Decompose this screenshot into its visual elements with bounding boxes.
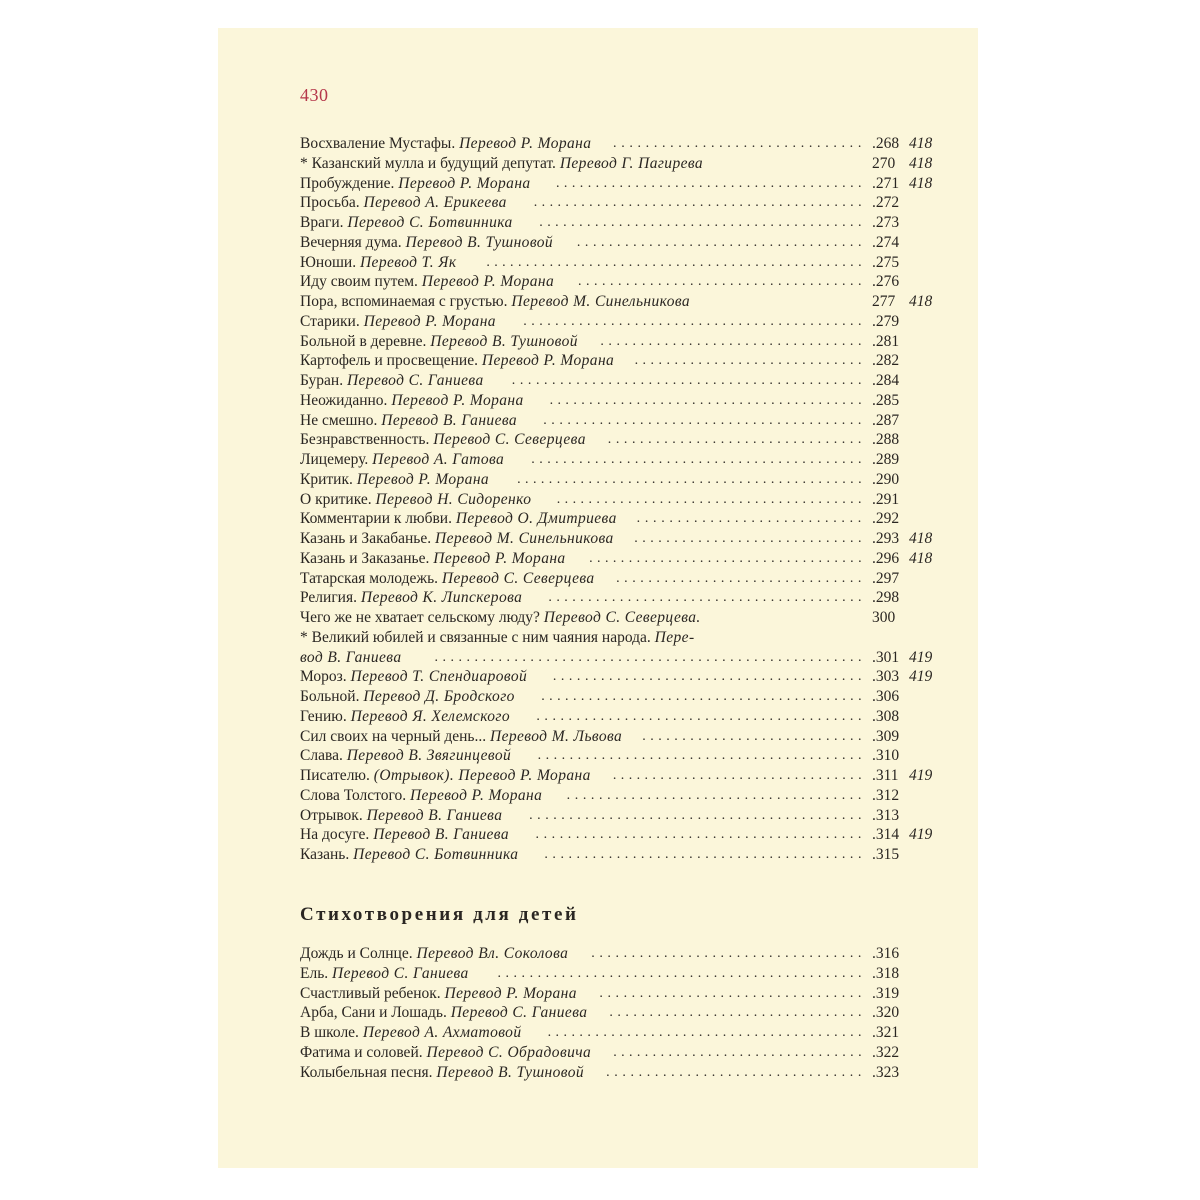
toc-entry-page: .276 bbox=[872, 273, 900, 291]
toc-entry-text bbox=[300, 213, 513, 233]
toc-entry-page: .290 bbox=[872, 470, 900, 488]
toc-entry-leader: ............................ bbox=[642, 728, 866, 744]
toc-entry-page: .285 bbox=[872, 391, 900, 409]
toc-entry-translator: Перевод Р. Морана bbox=[363, 312, 496, 330]
toc-entry-note-page: 418 bbox=[909, 293, 933, 310]
toc-entry-title: Татарская молодежь. bbox=[300, 569, 442, 587]
toc-entry-title: На досуге. bbox=[300, 826, 374, 844]
book-page bbox=[218, 28, 978, 1168]
toc-entry-leader: ................................ bbox=[609, 1005, 866, 1021]
toc-entry-page: .281 bbox=[872, 332, 900, 350]
toc-entry bbox=[300, 351, 940, 371]
toc-entry-text bbox=[300, 569, 595, 589]
toc-entry-note-page: 418 bbox=[909, 154, 933, 172]
toc-entry-leader: ........................................ bbox=[548, 590, 866, 606]
toc-entry bbox=[300, 806, 940, 826]
toc-entry-page: .279 bbox=[872, 312, 900, 330]
toc-entry-note-page: 419 bbox=[909, 668, 933, 686]
toc-entry-page: .272 bbox=[872, 194, 900, 212]
toc-entry-leader: ............................. bbox=[634, 353, 866, 369]
toc-entry bbox=[300, 213, 940, 233]
toc-entry bbox=[300, 134, 940, 154]
toc-entry bbox=[300, 272, 940, 292]
toc-entry bbox=[300, 746, 940, 766]
toc-entry-text bbox=[300, 391, 524, 411]
toc-entry-leader: .......................................... bbox=[529, 807, 866, 823]
toc-entry bbox=[300, 944, 940, 964]
toc-entry-text bbox=[300, 628, 695, 648]
toc-entry-title: Дождь и Солнце. bbox=[300, 945, 417, 962]
toc-entry-translator: Перевод Вл. Соколова bbox=[416, 945, 569, 962]
toc-entry bbox=[300, 490, 940, 510]
toc-entry-page: .293 bbox=[872, 530, 900, 547]
toc-entry-translator: Перевод С. Северцева. bbox=[543, 609, 701, 626]
toc-entry-page: .311 bbox=[872, 767, 899, 784]
toc-entry-title: Картофель и просвещение. bbox=[300, 352, 482, 370]
toc-entry-title: Безнравственность. bbox=[300, 431, 434, 449]
toc-entry bbox=[300, 1003, 940, 1023]
toc-entry-leader: ........................................... bbox=[523, 313, 866, 329]
toc-entry-translator: Перевод О. Дмитриева bbox=[455, 510, 617, 528]
toc-entry-page: .318 bbox=[872, 964, 900, 982]
toc-entry bbox=[300, 687, 940, 707]
toc-entry bbox=[300, 648, 940, 668]
toc-entry-title: Враги. bbox=[300, 214, 348, 231]
toc-entry-note-page: 419 bbox=[909, 767, 933, 784]
toc-entry-leader: ......................................... bbox=[541, 689, 866, 704]
toc-entry bbox=[300, 984, 940, 1004]
toc-entry-leader: ............................ bbox=[636, 511, 866, 527]
toc-entry-text bbox=[300, 964, 469, 984]
toc-entry-text bbox=[300, 588, 522, 608]
toc-entry bbox=[300, 450, 940, 470]
toc-entry-leader: ......................................... bbox=[536, 708, 866, 724]
toc-entry-text bbox=[300, 134, 591, 154]
toc-entry bbox=[300, 964, 940, 984]
toc-entry bbox=[300, 766, 940, 786]
toc-entry-page: .284 bbox=[872, 372, 900, 389]
toc-entry-translator: Перевод Р. Морана bbox=[398, 174, 531, 192]
toc-entry-title: Не смешно. bbox=[300, 411, 382, 429]
toc-list-main bbox=[300, 134, 940, 865]
toc-entry-title: Комментарии к любви. bbox=[300, 510, 456, 528]
toc-entry-translator: Перевод Д. Бродского bbox=[363, 688, 515, 705]
toc-entry-text bbox=[300, 707, 510, 727]
toc-entry-note-page: 419 bbox=[909, 648, 933, 666]
toc-entry-translator: вод В. Ганиева bbox=[300, 648, 402, 666]
toc-entry-page: .292 bbox=[872, 510, 900, 528]
toc-entry-text bbox=[300, 786, 542, 806]
toc-entry-title: Отрывок. bbox=[300, 806, 367, 824]
toc-entry-page: .268 bbox=[872, 135, 900, 152]
toc-entry-page: .273 bbox=[872, 214, 900, 231]
toc-entry bbox=[300, 391, 940, 411]
toc-entry-title: Казань и Закабанье. bbox=[300, 530, 436, 547]
toc-entry bbox=[300, 588, 940, 608]
toc-entry-text bbox=[300, 766, 591, 786]
toc-entry-translator: Перевод Г. Пагирева bbox=[559, 154, 704, 172]
toc-entry-translator: Перевод Р. Морана bbox=[356, 470, 490, 488]
toc-entry bbox=[300, 628, 940, 648]
toc-entry-text bbox=[300, 825, 509, 845]
toc-entry-leader: .................................. bbox=[591, 946, 866, 961]
toc-entry-leader: .................................... bbox=[576, 234, 866, 250]
toc-entry-title: Юноши. bbox=[300, 253, 360, 271]
toc-entry-page: .314 bbox=[872, 826, 900, 844]
toc-entry-page: .308 bbox=[872, 707, 900, 725]
toc-entry bbox=[300, 154, 940, 174]
toc-entry-note-page: 418 bbox=[909, 135, 933, 152]
toc-entry-page: .310 bbox=[872, 747, 900, 765]
toc-entry-leader: ................................................ bbox=[486, 254, 866, 270]
toc-entry-page: .319 bbox=[872, 984, 900, 1002]
toc-entry-translator: Перевод В. Ганиева bbox=[381, 411, 518, 429]
toc-entry-leader: ....................................... bbox=[555, 175, 866, 191]
toc-entry-text bbox=[300, 312, 496, 332]
toc-entry-text bbox=[300, 687, 515, 707]
toc-entry-leader: .................................... bbox=[578, 274, 866, 290]
toc-entry-translator: Пере- bbox=[654, 628, 695, 646]
toc-entry bbox=[300, 233, 940, 253]
toc-entry-page: .275 bbox=[872, 253, 900, 271]
toc-entry-page: .316 bbox=[872, 945, 900, 962]
section-heading: Стихотворения для детей bbox=[300, 904, 579, 925]
toc-entry-page: .309 bbox=[872, 727, 900, 745]
toc-entry-page: 300 bbox=[872, 609, 896, 626]
toc-entry bbox=[300, 845, 940, 865]
toc-entry-translator: Перевод К. Липскерова bbox=[360, 589, 523, 607]
toc-entry bbox=[300, 569, 940, 589]
toc-entry-text bbox=[300, 746, 511, 766]
toc-entry-text bbox=[300, 1063, 584, 1083]
toc-entry-title: Больной в деревне. bbox=[300, 332, 431, 350]
toc-entry bbox=[300, 608, 940, 628]
toc-entry bbox=[300, 332, 940, 352]
toc-entry-leader: ............................... bbox=[616, 570, 866, 586]
toc-entry bbox=[300, 1063, 940, 1083]
toc-entry-text bbox=[300, 490, 531, 510]
toc-entry-page: .313 bbox=[872, 806, 900, 824]
toc-entry-title: Просьба. bbox=[300, 194, 364, 212]
toc-entry bbox=[300, 1043, 940, 1063]
toc-entry-page: .322 bbox=[872, 1043, 900, 1061]
toc-entry-translator: Перевод Р. Морана bbox=[409, 786, 543, 804]
toc-entry-text bbox=[300, 845, 518, 865]
toc-entry-leader: ........................................ bbox=[547, 1025, 866, 1040]
toc-entry-page: .306 bbox=[872, 688, 900, 705]
toc-entry bbox=[300, 174, 940, 194]
toc-entry-leader: ........................................ bbox=[549, 392, 866, 408]
toc-entry-text bbox=[300, 450, 504, 470]
toc-entry-leader: ......................................... bbox=[539, 215, 866, 230]
toc-entry-title: Арба, Сани и Лошадь. bbox=[300, 1004, 451, 1022]
toc-entry-leader: ........................................ bbox=[544, 847, 866, 862]
toc-entry-translator: Перевод Р. Морана bbox=[391, 391, 524, 409]
toc-entry-translator: Перевод С. Ботвинника bbox=[353, 846, 519, 863]
toc-entry-title: Иду своим путем. bbox=[300, 273, 422, 291]
toc-entry bbox=[300, 470, 940, 490]
toc-entry-title: В школе. bbox=[300, 1024, 363, 1041]
toc-entry-translator: Перевод Р. Морана bbox=[444, 984, 577, 1002]
toc-entry-leader: .......................................... bbox=[533, 195, 866, 211]
toc-entry bbox=[300, 707, 940, 727]
toc-entry-leader: ................................. bbox=[599, 985, 866, 1001]
toc-entry-translator: Перевод В. Тушновой bbox=[405, 233, 554, 251]
toc-entry-title: Великий юбилей и связанные с ним чаяния народа. bbox=[311, 628, 655, 646]
toc-entry bbox=[300, 253, 940, 273]
toc-entry-translator: Перевод В. Звягинцевой bbox=[346, 747, 512, 765]
toc-entry-leader: ....................................... bbox=[556, 491, 866, 507]
toc-entry-translator: Перевод М. Львова bbox=[490, 727, 623, 745]
toc-entry-page: .288 bbox=[872, 431, 900, 449]
toc-entry-title: Ель. bbox=[300, 964, 333, 982]
toc-entry-text bbox=[300, 1003, 587, 1023]
toc-entry-page: .298 bbox=[872, 589, 900, 607]
toc-entry-title: Чего же не хватает сельскому люду? bbox=[300, 609, 544, 626]
toc-entry-translator: Перевод Я. Хелемского bbox=[350, 707, 510, 725]
toc-entry-title: Буран. bbox=[300, 372, 347, 389]
toc-entry-text bbox=[300, 154, 703, 174]
toc-entry-page: .312 bbox=[872, 786, 900, 804]
toc-entry-text bbox=[300, 272, 554, 292]
toc-entry-text bbox=[300, 608, 701, 628]
toc-entry bbox=[300, 549, 940, 569]
toc-entry-leader: ................................ bbox=[612, 768, 866, 783]
toc-entry-leader: ......................................... bbox=[537, 748, 866, 764]
toc-entry-translator: Перевод Т. Як bbox=[359, 253, 457, 271]
toc-entry-translator: Перевод В. Тушновой bbox=[430, 332, 578, 350]
toc-entry-title: Больной. bbox=[300, 688, 364, 705]
toc-entry-translator: Перевод В. Ганиева bbox=[366, 806, 503, 824]
toc-entry-page: .315 bbox=[872, 846, 900, 863]
toc-entry-translator: Перевод Р. Морана bbox=[421, 273, 555, 291]
toc-entry-title: Пробуждение. bbox=[300, 174, 399, 192]
toc-entry-title: Неожиданно. bbox=[300, 391, 392, 409]
toc-entry bbox=[300, 1023, 940, 1043]
toc-entry-translator: Перевод М. Синельникова bbox=[511, 293, 691, 310]
toc-entry-text bbox=[300, 174, 531, 194]
toc-entry-page: .274 bbox=[872, 233, 900, 251]
toc-entry-text bbox=[300, 332, 578, 352]
toc-entry-leader: ................................ bbox=[606, 1064, 866, 1080]
toc-entry-leader: ............................................ bbox=[511, 373, 866, 388]
toc-entry-text bbox=[300, 648, 401, 668]
toc-entry-text bbox=[300, 1023, 521, 1043]
toc-entry-title: Казань. bbox=[300, 846, 354, 863]
toc-entry-title: Религия. bbox=[300, 589, 361, 607]
toc-entry-title: Казанский мулла и будущий депутат. bbox=[311, 154, 560, 172]
toc-entry-note-page: 418 bbox=[909, 174, 933, 192]
toc-entry-title: Вечерняя дума. bbox=[300, 233, 406, 251]
toc-entry-text bbox=[300, 529, 614, 549]
toc-entry-title: Мороз. bbox=[300, 668, 351, 686]
toc-entry-text bbox=[300, 806, 502, 826]
toc-entry bbox=[300, 786, 940, 806]
page-number: 430 bbox=[300, 85, 329, 105]
toc-entry-text bbox=[300, 430, 586, 450]
toc-entry-note-page: 419 bbox=[909, 826, 933, 844]
toc-entry-title: Сил своих на черный день... bbox=[300, 727, 490, 745]
toc-entry-leader: ................................. bbox=[600, 333, 866, 349]
toc-entry-translator: Перевод Р. Морана bbox=[433, 549, 566, 567]
toc-entry-translator: Перевод В. Тушновой bbox=[436, 1063, 585, 1081]
toc-entry-title: Критик. bbox=[300, 470, 357, 488]
toc-entry-page: .296 bbox=[872, 549, 900, 567]
toc-entry-title: Лицемеру. bbox=[300, 451, 373, 468]
toc-entry-translator: Перевод М. Синельникова bbox=[435, 530, 614, 547]
toc-entry-leader: ....................................... bbox=[552, 669, 866, 685]
toc-entry-title: Восхваление Мустафы. bbox=[300, 135, 460, 152]
toc-entry-translator: Перевод С. Ганиева bbox=[332, 964, 469, 982]
toc-entry-translator: Перевод Р. Морана bbox=[481, 352, 615, 370]
toc-entry-title: Слава. bbox=[300, 747, 347, 765]
toc-entry-page: .303 bbox=[872, 668, 900, 686]
toc-entry-leader: .......................................... bbox=[531, 452, 866, 467]
toc-entry-title: Гению. bbox=[300, 707, 351, 725]
toc-entry-leader: ......................................... bbox=[535, 827, 866, 843]
toc-entry bbox=[300, 193, 940, 213]
toc-entry-page: .297 bbox=[872, 569, 900, 587]
toc-entry-title: Писателю. bbox=[300, 767, 374, 784]
toc-entry-page: .282 bbox=[872, 352, 900, 370]
toc-entry bbox=[300, 430, 940, 450]
toc-entry-translator: Перевод С. Ботвинника bbox=[347, 214, 513, 231]
toc-entry-leader: ............................................ bbox=[517, 471, 866, 487]
toc-entry-note-page: 418 bbox=[909, 549, 933, 567]
toc-entry-leader: ................................ bbox=[607, 432, 866, 448]
toc-entry-page: .301 bbox=[872, 648, 900, 666]
toc-entry-text bbox=[300, 253, 457, 273]
toc-entry-page: 270 bbox=[872, 154, 896, 172]
toc-entry-text bbox=[300, 667, 527, 687]
toc-entry-title: Колыбельная песня. bbox=[300, 1063, 437, 1081]
toc-entry-page: .323 bbox=[872, 1063, 900, 1081]
toc-entry bbox=[300, 667, 940, 687]
toc-entry-page: 277 bbox=[872, 293, 896, 310]
toc-entry-title: Казань и Заказанье. bbox=[300, 549, 434, 567]
toc-entry-leader: ..................................... bbox=[566, 787, 866, 803]
toc-entry-leader: ............................. bbox=[634, 531, 866, 546]
toc-entry-translator: Перевод А. Ерикеева bbox=[363, 194, 507, 212]
toc-entry bbox=[300, 529, 940, 549]
toc-entry-text bbox=[300, 351, 614, 371]
toc-entry-translator: Перевод А. Ахматовой bbox=[362, 1024, 522, 1041]
toc-entry-text bbox=[300, 470, 489, 490]
toc-entry-title: Слова Толстого. bbox=[300, 786, 410, 804]
toc-entry-translator: Перевод С. Обрадовича bbox=[426, 1043, 592, 1061]
toc-entry-title: Пора, вспоминаемая с грустью. bbox=[300, 293, 512, 310]
toc-entry-text bbox=[300, 944, 568, 964]
toc-entry-text bbox=[300, 509, 617, 529]
toc-entry-title: Фатима и соловей. bbox=[300, 1043, 427, 1061]
toc-entry-text bbox=[300, 1043, 591, 1063]
toc-entry-leader: .............................................. bbox=[497, 965, 866, 981]
toc-entry-marker: * bbox=[300, 628, 312, 646]
toc-entry-page: .287 bbox=[872, 411, 900, 429]
toc-entry-page: .321 bbox=[872, 1024, 900, 1041]
toc-entry-leader: ........................................ bbox=[543, 412, 866, 428]
toc-entry bbox=[300, 411, 940, 431]
toc-entry bbox=[300, 825, 940, 845]
toc-entry-title: Счастливый ребенок. bbox=[300, 984, 445, 1002]
toc-entry-marker: * bbox=[300, 154, 312, 172]
toc-entry-page: .291 bbox=[872, 490, 900, 508]
toc-entry-leader: ................................... bbox=[589, 550, 866, 566]
toc-entry-translator: (Отрывок). Перевод Р. Морана bbox=[373, 767, 591, 784]
toc-entry-translator: Перевод Н. Сидоренко bbox=[375, 490, 532, 508]
toc-entry bbox=[300, 509, 940, 529]
toc-entry-translator: Перевод С. Ганиева bbox=[450, 1004, 588, 1022]
toc-entry-note-page: 418 bbox=[909, 530, 933, 547]
toc-entry-page: .271 bbox=[872, 174, 900, 192]
toc-entry-translator: Перевод В. Ганиева bbox=[373, 826, 509, 844]
toc-entry-page: .289 bbox=[872, 451, 900, 468]
toc-entry-translator: Перевод С. Северцева bbox=[433, 431, 586, 449]
toc-entry-text bbox=[300, 371, 484, 391]
toc-entry-translator: Перевод Т. Спендиаровой bbox=[350, 668, 528, 686]
toc-entry-text bbox=[300, 549, 566, 569]
toc-entry-title: О критике. bbox=[300, 490, 376, 508]
toc-entry-translator: Перевод Р. Морана bbox=[459, 135, 592, 152]
toc-entry-translator: Перевод А. Гатова bbox=[372, 451, 505, 468]
toc-entry-text bbox=[300, 984, 577, 1004]
toc-entry bbox=[300, 371, 940, 391]
toc-entry-text bbox=[300, 233, 553, 253]
toc-entry bbox=[300, 312, 940, 332]
toc-entry-text bbox=[300, 727, 622, 747]
toc-entry-leader: ............................... bbox=[613, 136, 866, 151]
toc-entry-translator: Перевод С. Северцева bbox=[441, 569, 595, 587]
toc-entry bbox=[300, 727, 940, 747]
toc-entry-text bbox=[300, 193, 507, 213]
toc-entry-leader: ...................................................... bbox=[434, 649, 866, 665]
toc-list-children bbox=[300, 944, 940, 1082]
toc-entry-text bbox=[300, 411, 517, 431]
toc-entry-title: Старики. bbox=[300, 312, 364, 330]
toc-entry-text bbox=[300, 292, 690, 312]
toc-entry-page: .320 bbox=[872, 1004, 900, 1022]
toc-entry bbox=[300, 292, 940, 312]
toc-entry-translator: Перевод С. Ганиева bbox=[346, 372, 484, 389]
toc-entry-leader: ................................ bbox=[613, 1044, 866, 1060]
